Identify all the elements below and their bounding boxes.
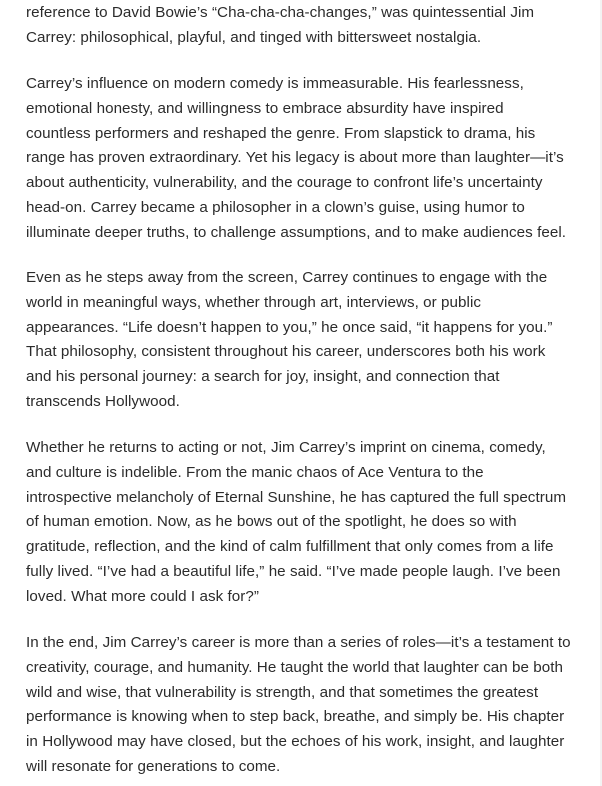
text-line: Even as he steps away from the screen, Carrey continues to engage with the xyxy=(26,269,548,286)
text-line: countless performers and reshaped the genre. From slapstick to drama, his xyxy=(26,124,536,142)
text-line: performance is knowing when to step back, breathe, and simply be. His chapter xyxy=(26,708,565,726)
text-line: gratitude, reflection, and the kind of calm fulfillment that only comes from a life xyxy=(26,538,554,556)
text-line: about authenticity, vulnerability, and the courage to confront life’s uncertainty xyxy=(26,174,543,192)
text-line: transcends Hollywood. xyxy=(26,392,180,410)
paragraph-2 xyxy=(26,72,566,246)
text-line: In the end, Jim Carrey’s career is more than a series of roles—it’s a testament to xyxy=(26,634,571,651)
text-line: creativity, courage, and humanity. He taught the world that laughter can be both xyxy=(26,658,564,676)
text-line: appearances. “Life doesn’t happen to you,” he once said, “it happens for you.” xyxy=(26,318,553,336)
text-line: wild and wise, that vulnerability is strength, and that sometimes the greatest xyxy=(26,683,539,701)
paragraph-3 xyxy=(26,266,553,415)
text-line: loved. What more could I ask for?” xyxy=(26,587,259,605)
text-line: head-on. Carrey became a philosopher in a clown’s guise, using humor to xyxy=(26,198,525,216)
text-line: will resonate for generations to come. xyxy=(26,757,281,775)
text-line: and his personal journey: a search for joy, insight, and connection that xyxy=(26,368,500,386)
text-line: Carrey: philosophical, playful, and tinged with bittersweet nostalgia. xyxy=(26,28,482,46)
paragraph-5 xyxy=(26,631,571,780)
text-line: emotional honesty, and willingness to embrace absurdity have inspired xyxy=(26,99,504,117)
text-line: of human emotion. Now, as he bows out of the spotlight, he does so with xyxy=(26,513,517,531)
paragraph-4 xyxy=(26,436,566,610)
text-line: That philosophy, consistent throughout his career, underscores both his work xyxy=(26,343,546,361)
paragraph-1 xyxy=(26,1,534,51)
text-line: in Hollywood may have closed, but the echoes of his work, insight, and laughter xyxy=(26,733,565,751)
text-line: world in meaningful ways, whether through art, interviews, or public xyxy=(26,293,482,311)
text-line: and culture is indelible. From the manic chaos of Ace Ventura to the xyxy=(26,463,484,481)
text-line: reference to David Bowie’s “Cha-cha-cha-changes,” was quintessential Jim xyxy=(26,4,535,21)
text-line: range has proven extraordinary. Yet his legacy is about more than laughter—it’s xyxy=(26,149,564,167)
text-line: illuminate deeper truths, to challenge assumptions, and to make audiences feel. xyxy=(26,223,567,241)
text-line: fully lived. “I’ve had a beautiful life,” he said. “I’ve made people laugh. I’ve been xyxy=(26,562,561,580)
text-line: introspective melancholy of Eternal Sunshine, he has captured the full spectrum xyxy=(26,488,567,506)
text-line: Whether he returns to acting or not, Jim Carrey’s imprint on cinema, comedy, xyxy=(26,439,546,456)
text-line: Carrey’s influence on modern comedy is immeasurable. His fearlessness, xyxy=(26,75,524,92)
